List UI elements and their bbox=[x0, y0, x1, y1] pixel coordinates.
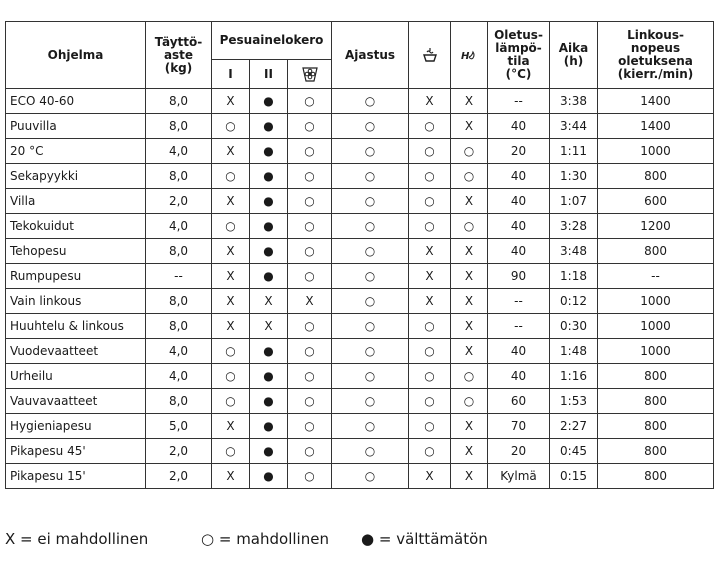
program-cell: Huuhtelu & linkous bbox=[6, 314, 146, 339]
compartment-1-cell: X bbox=[212, 264, 250, 289]
compartment-1-cell: X bbox=[212, 289, 250, 314]
legend-possible: ○ = mahdollinen bbox=[201, 530, 329, 548]
temperature-cell: -- bbox=[488, 89, 550, 114]
extra-rinse-cell: X bbox=[451, 189, 488, 214]
header-compartment-1: I bbox=[212, 60, 250, 89]
extra-rinse-cell: X bbox=[451, 439, 488, 464]
legend bbox=[5, 530, 488, 548]
load-cell: 8,0 bbox=[146, 164, 212, 189]
extra-rinse-cell: X bbox=[451, 464, 488, 489]
extra-rinse-cell: X bbox=[451, 114, 488, 139]
temperature-cell: 40 bbox=[488, 339, 550, 364]
temperature-cell: 90 bbox=[488, 264, 550, 289]
delay-cell: ○ bbox=[332, 189, 409, 214]
softener-cell: ○ bbox=[288, 314, 332, 339]
program-cell: Tehopesu bbox=[6, 239, 146, 264]
prewash-cell: ○ bbox=[409, 339, 451, 364]
spin-cell: 800 bbox=[598, 414, 714, 439]
softener-cell: ○ bbox=[288, 239, 332, 264]
prewash-cell: ○ bbox=[409, 114, 451, 139]
table-row bbox=[6, 339, 714, 364]
softener-cell: ○ bbox=[288, 139, 332, 164]
extra-rinse-cell: X bbox=[451, 89, 488, 114]
compartment-1-cell: X bbox=[212, 314, 250, 339]
softener-cell: ○ bbox=[288, 364, 332, 389]
load-cell: 2,0 bbox=[146, 189, 212, 214]
load-cell: -- bbox=[146, 264, 212, 289]
spin-cell: 800 bbox=[598, 389, 714, 414]
softener-cell: ○ bbox=[288, 189, 332, 214]
compartment-1-cell: X bbox=[212, 239, 250, 264]
temperature-cell: -- bbox=[488, 314, 550, 339]
delay-cell: ○ bbox=[332, 439, 409, 464]
header-temperature: Oletus- lämpö- tila (°C) bbox=[488, 22, 550, 89]
time-cell: 1:07 bbox=[550, 189, 598, 214]
prewash-cell: X bbox=[409, 89, 451, 114]
extra-rinse-cell: ○ bbox=[451, 364, 488, 389]
prewash-cell: X bbox=[409, 264, 451, 289]
compartment-2-cell: ● bbox=[250, 164, 288, 189]
compartment-2-cell: ● bbox=[250, 264, 288, 289]
program-cell: Vuodevaatteet bbox=[6, 339, 146, 364]
program-table bbox=[5, 21, 714, 489]
softener-cell: ○ bbox=[288, 214, 332, 239]
spin-cell: 1400 bbox=[598, 89, 714, 114]
temperature-cell: 40 bbox=[488, 364, 550, 389]
time-cell: 1:48 bbox=[550, 339, 598, 364]
extra-rinse-cell: X bbox=[451, 314, 488, 339]
table-row bbox=[6, 189, 714, 214]
table-row bbox=[6, 139, 714, 164]
compartment-2-cell: X bbox=[250, 289, 288, 314]
program-cell: Urheilu bbox=[6, 364, 146, 389]
spin-cell: 800 bbox=[598, 239, 714, 264]
legend-required: ● = välttämätön bbox=[361, 530, 488, 548]
load-cell: 8,0 bbox=[146, 114, 212, 139]
softener-cell: ○ bbox=[288, 464, 332, 489]
compartment-2-cell: ● bbox=[250, 464, 288, 489]
compartment-2-cell: ● bbox=[250, 189, 288, 214]
header-compartment-2: II bbox=[250, 60, 288, 89]
prewash-icon bbox=[421, 46, 439, 64]
prewash-cell: ○ bbox=[409, 139, 451, 164]
load-cell: 4,0 bbox=[146, 364, 212, 389]
softener-cell: X bbox=[288, 289, 332, 314]
prewash-cell: ○ bbox=[409, 439, 451, 464]
extra-rinse-cell: X bbox=[451, 264, 488, 289]
program-cell: Villa bbox=[6, 189, 146, 214]
softener-cell: ○ bbox=[288, 89, 332, 114]
time-cell: 1:16 bbox=[550, 364, 598, 389]
temperature-cell: 40 bbox=[488, 239, 550, 264]
extra-rinse-cell: X bbox=[451, 339, 488, 364]
compartment-1-cell: ○ bbox=[212, 364, 250, 389]
spin-cell: 600 bbox=[598, 189, 714, 214]
temperature-cell: 20 bbox=[488, 439, 550, 464]
compartment-2-cell: ● bbox=[250, 114, 288, 139]
compartment-2-cell: ● bbox=[250, 89, 288, 114]
delay-cell: ○ bbox=[332, 414, 409, 439]
load-cell: 8,0 bbox=[146, 239, 212, 264]
compartment-1-cell: ○ bbox=[212, 339, 250, 364]
prewash-cell: ○ bbox=[409, 164, 451, 189]
delay-cell: ○ bbox=[332, 139, 409, 164]
spin-cell: 800 bbox=[598, 164, 714, 189]
delay-cell: ○ bbox=[332, 214, 409, 239]
table-row bbox=[6, 89, 714, 114]
load-cell: 2,0 bbox=[146, 439, 212, 464]
delay-cell: ○ bbox=[332, 289, 409, 314]
softener-cell: ○ bbox=[288, 264, 332, 289]
header-extra-rinse bbox=[451, 22, 488, 89]
table-row bbox=[6, 264, 714, 289]
softener-cell: ○ bbox=[288, 439, 332, 464]
delay-cell: ○ bbox=[332, 164, 409, 189]
load-cell: 2,0 bbox=[146, 464, 212, 489]
time-cell: 0:12 bbox=[550, 289, 598, 314]
delay-cell: ○ bbox=[332, 339, 409, 364]
time-cell: 3:28 bbox=[550, 214, 598, 239]
softener-cell: ○ bbox=[288, 339, 332, 364]
table-row bbox=[6, 364, 714, 389]
extra-rinse-cell: ○ bbox=[451, 164, 488, 189]
time-cell: 0:15 bbox=[550, 464, 598, 489]
table-row bbox=[6, 389, 714, 414]
compartment-2-cell: ● bbox=[250, 239, 288, 264]
load-cell: 4,0 bbox=[146, 339, 212, 364]
load-cell: 8,0 bbox=[146, 314, 212, 339]
prewash-cell: X bbox=[409, 239, 451, 264]
temperature-cell: -- bbox=[488, 289, 550, 314]
delay-cell: ○ bbox=[332, 89, 409, 114]
compartment-1-cell: X bbox=[212, 89, 250, 114]
spin-cell: 1200 bbox=[598, 214, 714, 239]
time-cell: 2:27 bbox=[550, 414, 598, 439]
program-cell: ECO 40-60 bbox=[6, 89, 146, 114]
extra-rinse-cell: X bbox=[451, 289, 488, 314]
legend-not-possible: X = ei mahdollinen bbox=[5, 530, 149, 548]
compartment-2-cell: ● bbox=[250, 339, 288, 364]
program-cell: Vain linkous bbox=[6, 289, 146, 314]
temperature-cell: 60 bbox=[488, 389, 550, 414]
time-cell: 3:38 bbox=[550, 89, 598, 114]
softener-cell: ○ bbox=[288, 414, 332, 439]
table-row bbox=[6, 439, 714, 464]
compartment-2-cell: ● bbox=[250, 139, 288, 164]
time-cell: 3:48 bbox=[550, 239, 598, 264]
load-cell: 8,0 bbox=[146, 289, 212, 314]
program-cell: Puuvilla bbox=[6, 114, 146, 139]
delay-cell: ○ bbox=[332, 464, 409, 489]
temperature-cell: 40 bbox=[488, 214, 550, 239]
compartment-1-cell: ○ bbox=[212, 114, 250, 139]
compartment-1-cell: X bbox=[212, 464, 250, 489]
prewash-cell: ○ bbox=[409, 314, 451, 339]
load-cell: 8,0 bbox=[146, 389, 212, 414]
extra-rinse-cell: ○ bbox=[451, 389, 488, 414]
time-cell: 0:45 bbox=[550, 439, 598, 464]
compartment-1-cell: X bbox=[212, 139, 250, 164]
compartment-1-cell: ○ bbox=[212, 389, 250, 414]
compartment-2-cell: ● bbox=[250, 414, 288, 439]
delay-cell: ○ bbox=[332, 364, 409, 389]
prewash-cell: ○ bbox=[409, 364, 451, 389]
spin-cell: 1000 bbox=[598, 139, 714, 164]
table-body bbox=[6, 89, 714, 489]
compartment-2-cell: X bbox=[250, 314, 288, 339]
delay-cell: ○ bbox=[332, 114, 409, 139]
prewash-cell: ○ bbox=[409, 389, 451, 414]
header-prewash bbox=[409, 22, 451, 89]
spin-cell: 800 bbox=[598, 364, 714, 389]
header-delay: Ajastus bbox=[332, 22, 409, 89]
program-cell: Rumpupesu bbox=[6, 264, 146, 289]
compartment-1-cell: ○ bbox=[212, 214, 250, 239]
table-row bbox=[6, 214, 714, 239]
time-cell: 1:11 bbox=[550, 139, 598, 164]
header-load: Täyttö- aste (kg) bbox=[146, 22, 212, 89]
prewash-cell: X bbox=[409, 464, 451, 489]
time-cell: 3:44 bbox=[550, 114, 598, 139]
temperature-cell: 40 bbox=[488, 189, 550, 214]
load-cell: 5,0 bbox=[146, 414, 212, 439]
table-row bbox=[6, 464, 714, 489]
temperature-cell: 40 bbox=[488, 164, 550, 189]
load-cell: 8,0 bbox=[146, 89, 212, 114]
header-softener bbox=[288, 60, 332, 89]
header-time: Aika (h) bbox=[550, 22, 598, 89]
prewash-cell: ○ bbox=[409, 414, 451, 439]
extra-rinse-cell: X bbox=[451, 414, 488, 439]
load-cell: 4,0 bbox=[146, 214, 212, 239]
prewash-cell: X bbox=[409, 289, 451, 314]
table-row bbox=[6, 164, 714, 189]
extra-rinse-cell: ○ bbox=[451, 139, 488, 164]
program-cell: Sekapyykki bbox=[6, 164, 146, 189]
spin-cell: 800 bbox=[598, 464, 714, 489]
table-row bbox=[6, 239, 714, 264]
program-cell: 20 °C bbox=[6, 139, 146, 164]
program-cell: Hygieniapesu bbox=[6, 414, 146, 439]
header-program: Ohjelma bbox=[6, 22, 146, 89]
delay-cell: ○ bbox=[332, 264, 409, 289]
compartment-1-cell: X bbox=[212, 189, 250, 214]
time-cell: 1:53 bbox=[550, 389, 598, 414]
compartment-2-cell: ● bbox=[250, 214, 288, 239]
spin-cell: 1000 bbox=[598, 314, 714, 339]
table-row bbox=[6, 289, 714, 314]
compartment-2-cell: ● bbox=[250, 389, 288, 414]
table-row bbox=[6, 314, 714, 339]
load-cell: 4,0 bbox=[146, 139, 212, 164]
softener-cell: ○ bbox=[288, 164, 332, 189]
svg-text:H: H bbox=[461, 51, 470, 62]
time-cell: 1:18 bbox=[550, 264, 598, 289]
table-row bbox=[6, 414, 714, 439]
fabric-softener-icon bbox=[301, 65, 319, 83]
extra-rinse-cell: X bbox=[451, 239, 488, 264]
program-cell: Pikapesu 15' bbox=[6, 464, 146, 489]
time-cell: 0:30 bbox=[550, 314, 598, 339]
spin-cell: 1400 bbox=[598, 114, 714, 139]
program-cell: Tekokuidut bbox=[6, 214, 146, 239]
compartment-1-cell: ○ bbox=[212, 164, 250, 189]
prewash-cell: ○ bbox=[409, 214, 451, 239]
softener-cell: ○ bbox=[288, 114, 332, 139]
temperature-cell: 70 bbox=[488, 414, 550, 439]
header-detergent: Pesuainelokero bbox=[212, 22, 332, 60]
delay-cell: ○ bbox=[332, 314, 409, 339]
extra-rinse-icon bbox=[460, 46, 478, 64]
spin-cell: 1000 bbox=[598, 289, 714, 314]
delay-cell: ○ bbox=[332, 389, 409, 414]
softener-cell: ○ bbox=[288, 389, 332, 414]
program-cell: Pikapesu 45' bbox=[6, 439, 146, 464]
spin-cell: 800 bbox=[598, 439, 714, 464]
temperature-cell: 20 bbox=[488, 139, 550, 164]
extra-rinse-cell: ○ bbox=[451, 214, 488, 239]
program-cell: Vauvavaatteet bbox=[6, 389, 146, 414]
temperature-cell: 40 bbox=[488, 114, 550, 139]
prewash-cell: ○ bbox=[409, 189, 451, 214]
compartment-2-cell: ● bbox=[250, 439, 288, 464]
compartment-1-cell: X bbox=[212, 414, 250, 439]
spin-cell: 1000 bbox=[598, 339, 714, 364]
time-cell: 1:30 bbox=[550, 164, 598, 189]
spin-cell: -- bbox=[598, 264, 714, 289]
compartment-2-cell: ● bbox=[250, 364, 288, 389]
header-spin: Linkous- nopeus oletuksena (kierr./min) bbox=[598, 22, 714, 89]
compartment-1-cell: ○ bbox=[212, 439, 250, 464]
table-row bbox=[6, 114, 714, 139]
delay-cell: ○ bbox=[332, 239, 409, 264]
temperature-cell: Kylmä bbox=[488, 464, 550, 489]
